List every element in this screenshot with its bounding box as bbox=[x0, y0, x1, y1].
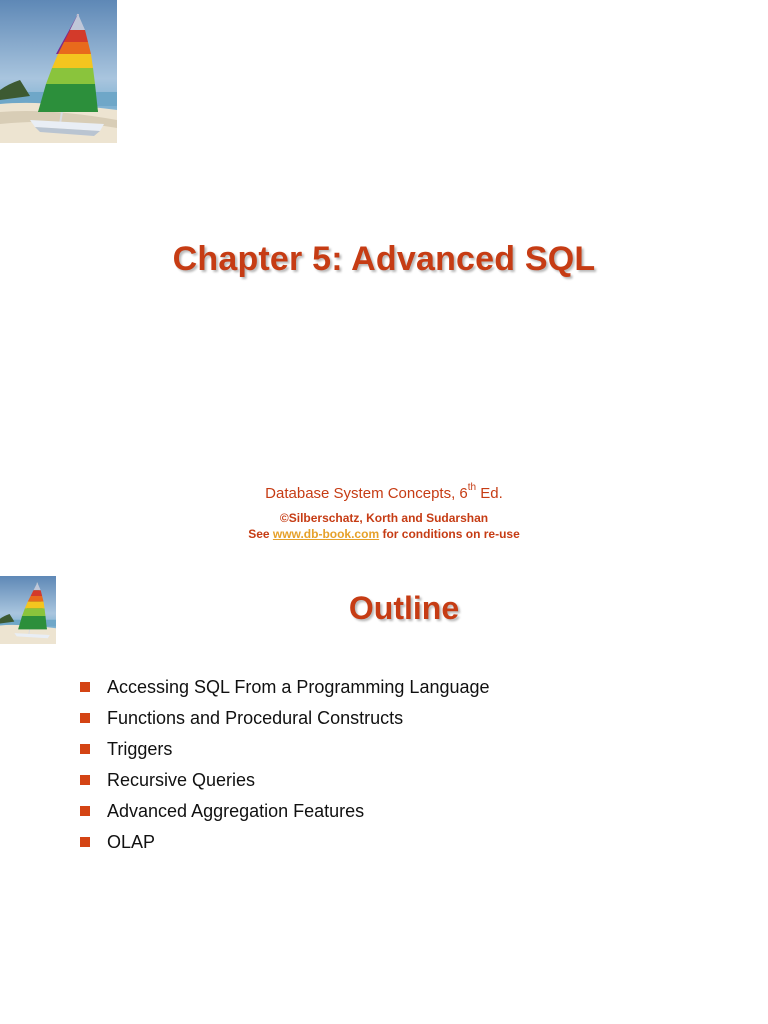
outline-item-label: Triggers bbox=[107, 739, 173, 759]
slide-title: Chapter 5: Advanced SQL bbox=[172, 240, 596, 278]
outline-item bbox=[78, 675, 490, 706]
outline-item bbox=[78, 737, 490, 768]
outline-title: Outline bbox=[348, 590, 460, 626]
outline-item-label: Functions and Procedural Constructs bbox=[107, 708, 404, 728]
edition-superscript: th bbox=[467, 482, 477, 493]
outline-item-label: Recursive Queries bbox=[107, 770, 256, 790]
reuse-suffix: for conditions on re-use bbox=[379, 527, 520, 541]
reuse-prefix: See bbox=[248, 527, 273, 541]
book-title bbox=[0, 484, 768, 502]
square-bullet-icon bbox=[80, 806, 90, 816]
square-bullet-icon bbox=[80, 837, 90, 847]
square-bullet-icon bbox=[80, 775, 90, 785]
outline-item bbox=[78, 830, 490, 861]
outline-item-label: Advanced Aggregation Features bbox=[107, 801, 365, 821]
reuse-line bbox=[0, 527, 768, 541]
edition-suffix: Ed. bbox=[476, 485, 503, 502]
db-book-link[interactable]: www.db-book.com bbox=[272, 527, 380, 541]
outline-item bbox=[78, 706, 490, 737]
square-bullet-icon bbox=[80, 744, 90, 754]
square-bullet-icon bbox=[80, 713, 90, 723]
authors-line: ©Silberschatz, Korth and Sudarshan bbox=[279, 511, 489, 525]
outline-item-label: OLAP bbox=[107, 832, 156, 852]
outline-item bbox=[78, 799, 490, 830]
outline-item bbox=[78, 768, 490, 799]
sailboat-logo-icon bbox=[0, 0, 117, 143]
outline-item-label: Accessing SQL From a Programming Language bbox=[107, 677, 490, 697]
square-bullet-icon bbox=[80, 682, 90, 692]
book-title-text: Database System Concepts, 6 bbox=[265, 485, 468, 502]
outline-list bbox=[78, 675, 490, 861]
